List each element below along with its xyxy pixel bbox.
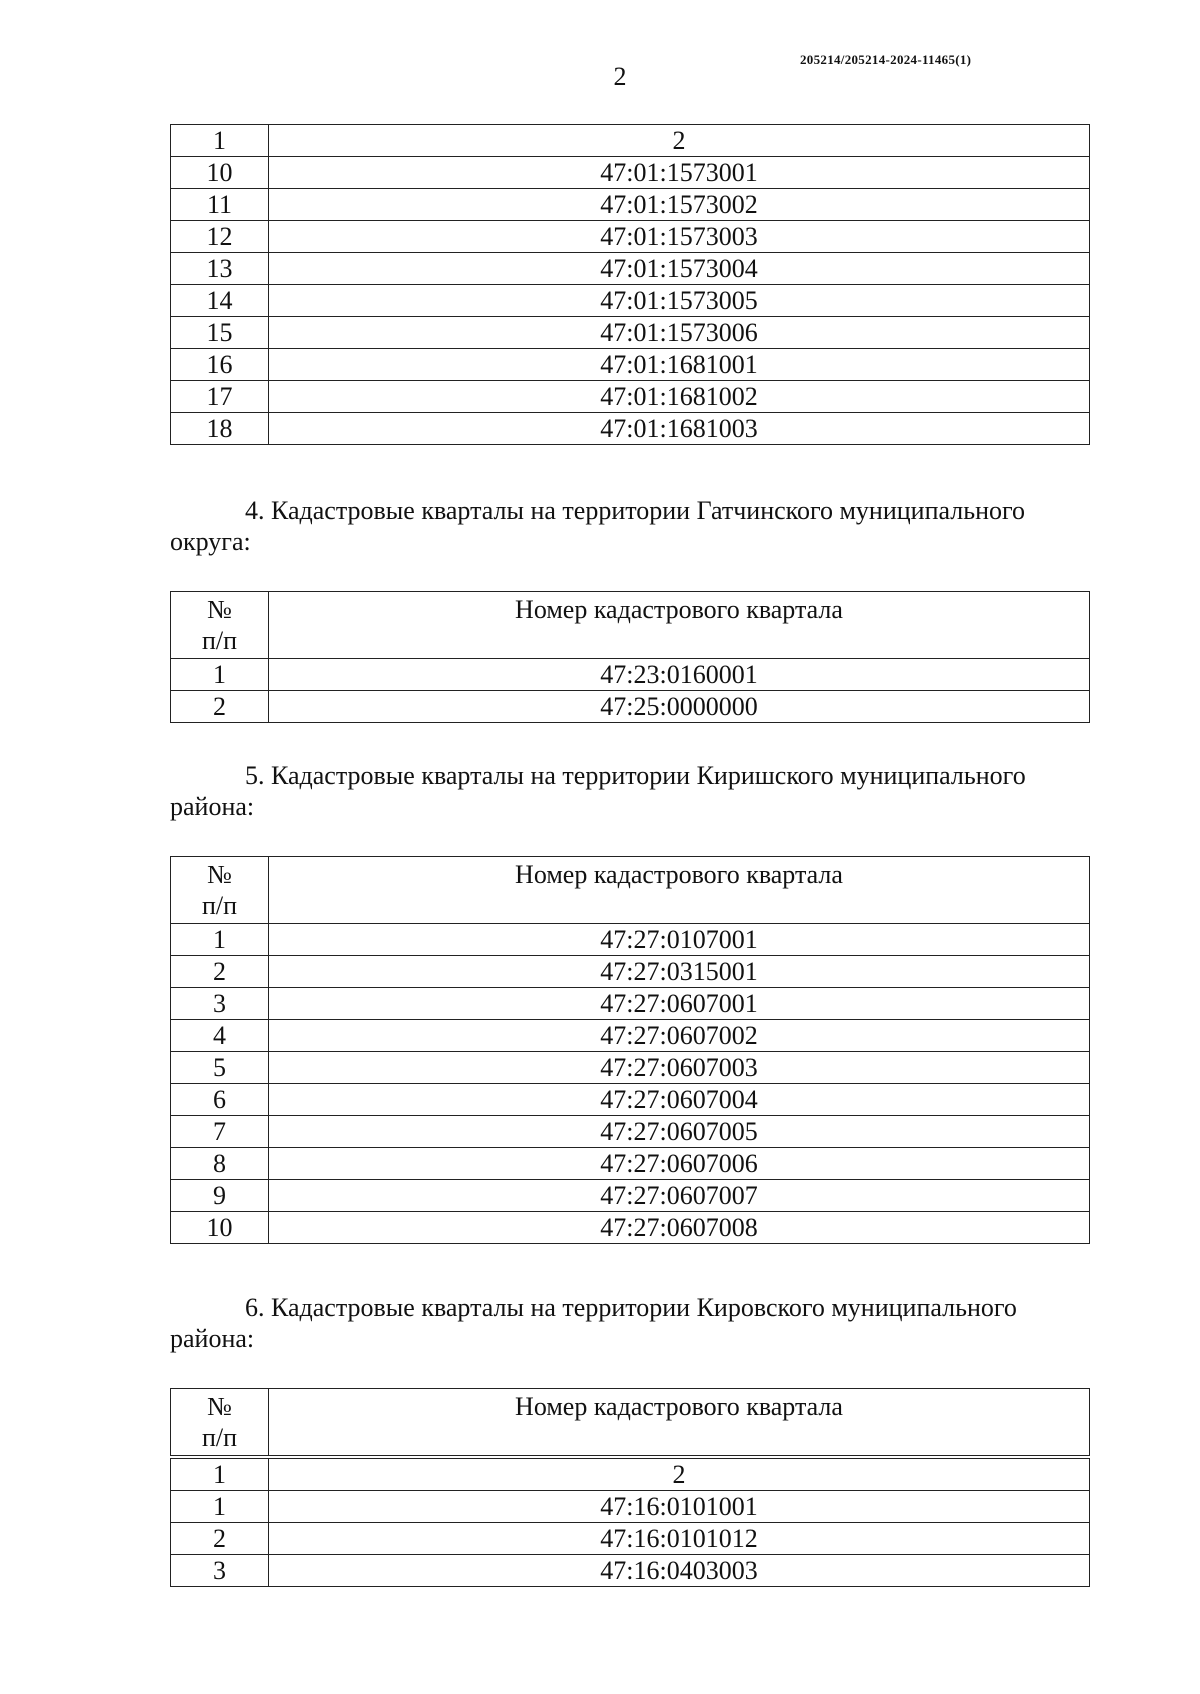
table-row xyxy=(171,924,1090,956)
column-header-number-line2: п/п xyxy=(201,891,238,920)
cadastral-number: 47:23:0160001 xyxy=(269,659,1090,691)
row-number: 17 xyxy=(171,381,269,413)
column-header-number xyxy=(171,592,269,659)
cadastral-number: 47:27:0607005 xyxy=(269,1116,1090,1148)
section-5-heading-line2: района: xyxy=(170,792,255,821)
column-header-cadastral-text: Номер кадастрового квартала xyxy=(515,1392,843,1421)
column-header-cadastral xyxy=(269,1389,1090,1458)
row-number: 9 xyxy=(171,1180,269,1212)
table-header-row xyxy=(171,592,1090,659)
table-section-5 xyxy=(170,856,1090,1244)
cadastral-number: 47:01:1681001 xyxy=(269,349,1090,381)
document-id: 205214/205214-2024-11465(1) xyxy=(800,52,972,67)
row-number: 1 xyxy=(171,1491,269,1523)
table-continuation xyxy=(170,124,1090,445)
cadastral-number: 47:01:1573003 xyxy=(269,221,1090,253)
cadastral-number: 47:27:0607008 xyxy=(269,1212,1090,1244)
table-section-4 xyxy=(170,591,1090,723)
row-number: 11 xyxy=(171,189,269,221)
section-5-heading-line1: 5. Кадастровые кварталы на территории Киришского муниципального xyxy=(245,761,1026,790)
table-row xyxy=(171,221,1090,253)
row-number: 10 xyxy=(171,1212,269,1244)
section-4-heading-line2: округа: xyxy=(170,527,251,556)
row-number: 3 xyxy=(171,988,269,1020)
column-header-number-line1: № xyxy=(207,595,232,624)
cadastral-number: 47:16:0101012 xyxy=(269,1523,1090,1555)
table-row xyxy=(171,1052,1090,1084)
section-4-heading xyxy=(170,495,1088,557)
table-row xyxy=(171,285,1090,317)
table-section-6 xyxy=(170,1388,1090,1587)
table-row xyxy=(171,1116,1090,1148)
cadastral-number: 47:01:1681003 xyxy=(269,413,1090,445)
row-number: 13 xyxy=(171,253,269,285)
row-number: 2 xyxy=(171,956,269,988)
index-cell-2: 2 xyxy=(269,125,1090,157)
column-header-number-line1: № xyxy=(207,1392,232,1421)
cadastral-number: 47:27:0607002 xyxy=(269,1020,1090,1052)
cadastral-number: 47:01:1573004 xyxy=(269,253,1090,285)
table-row xyxy=(171,988,1090,1020)
row-number: 2 xyxy=(171,1523,269,1555)
cadastral-number: 47:27:0607004 xyxy=(269,1084,1090,1116)
section-6-heading-line2: района: xyxy=(170,1324,255,1353)
table-row xyxy=(171,349,1090,381)
cadastral-number: 47:27:0607007 xyxy=(269,1180,1090,1212)
row-number: 7 xyxy=(171,1116,269,1148)
row-number: 8 xyxy=(171,1148,269,1180)
cadastral-number: 47:27:0107001 xyxy=(269,924,1090,956)
cadastral-number: 47:01:1573005 xyxy=(269,285,1090,317)
table-row xyxy=(171,189,1090,221)
table-row xyxy=(171,1148,1090,1180)
table-header-row xyxy=(171,857,1090,924)
column-header-number-line2: п/п xyxy=(201,1423,238,1452)
table-row xyxy=(171,659,1090,691)
table-row xyxy=(171,1523,1090,1555)
column-header-number-line1: № xyxy=(207,860,232,889)
section-6-heading xyxy=(170,1292,1088,1354)
cadastral-number: 47:27:0315001 xyxy=(269,956,1090,988)
cadastral-number: 47:27:0607001 xyxy=(269,988,1090,1020)
cadastral-number: 47:01:1573006 xyxy=(269,317,1090,349)
cadastral-number: 47:27:0607003 xyxy=(269,1052,1090,1084)
index-cell-1: 1 xyxy=(171,125,269,157)
row-number: 1 xyxy=(171,659,269,691)
row-number: 4 xyxy=(171,1020,269,1052)
cadastral-number: 47:01:1573002 xyxy=(269,189,1090,221)
cadastral-number: 47:16:0101001 xyxy=(269,1491,1090,1523)
table-row xyxy=(171,317,1090,349)
cadastral-number: 47:27:0607006 xyxy=(269,1148,1090,1180)
table-row xyxy=(171,381,1090,413)
table-row xyxy=(171,413,1090,445)
row-number: 2 xyxy=(171,691,269,723)
column-header-cadastral xyxy=(269,592,1090,659)
table-row xyxy=(171,1555,1090,1587)
index-cell-1: 1 xyxy=(171,1457,269,1491)
row-number: 5 xyxy=(171,1052,269,1084)
column-header-cadastral-text: Номер кадастрового квартала xyxy=(515,860,843,889)
column-header-number xyxy=(171,1389,269,1458)
index-cell-2: 2 xyxy=(269,1457,1090,1491)
row-number: 3 xyxy=(171,1555,269,1587)
table-row xyxy=(171,1180,1090,1212)
table-row xyxy=(171,253,1090,285)
table-index-row xyxy=(171,125,1090,157)
table-row xyxy=(171,691,1090,723)
page-number: 2 xyxy=(613,62,627,91)
column-header-number xyxy=(171,857,269,924)
row-number: 12 xyxy=(171,221,269,253)
row-number: 10 xyxy=(171,157,269,189)
table-header-row xyxy=(171,1389,1090,1458)
section-6-heading-line1: 6. Кадастровые кварталы на территории Кировского муниципального xyxy=(245,1293,1017,1322)
table-row xyxy=(171,1491,1090,1523)
table-row xyxy=(171,157,1090,189)
row-number: 15 xyxy=(171,317,269,349)
cadastral-number: 47:01:1681002 xyxy=(269,381,1090,413)
table-row xyxy=(171,1020,1090,1052)
row-number: 14 xyxy=(171,285,269,317)
table-row xyxy=(171,1084,1090,1116)
row-number: 6 xyxy=(171,1084,269,1116)
row-number: 16 xyxy=(171,349,269,381)
table-row xyxy=(171,1212,1090,1244)
table-row xyxy=(171,956,1090,988)
column-header-cadastral-text: Номер кадастрового квартала xyxy=(515,595,843,624)
row-number: 18 xyxy=(171,413,269,445)
row-number: 1 xyxy=(171,924,269,956)
cadastral-number: 47:25:0000000 xyxy=(269,691,1090,723)
column-header-cadastral xyxy=(269,857,1090,924)
cadastral-number: 47:16:0403003 xyxy=(269,1555,1090,1587)
section-4-heading-line1: 4. Кадастровые кварталы на территории Гатчинского муниципального xyxy=(245,496,1026,525)
cadastral-number: 47:01:1573001 xyxy=(269,157,1090,189)
table-index-row xyxy=(171,1457,1090,1491)
section-5-heading xyxy=(170,760,1088,822)
column-header-number-line2: п/п xyxy=(201,626,238,655)
